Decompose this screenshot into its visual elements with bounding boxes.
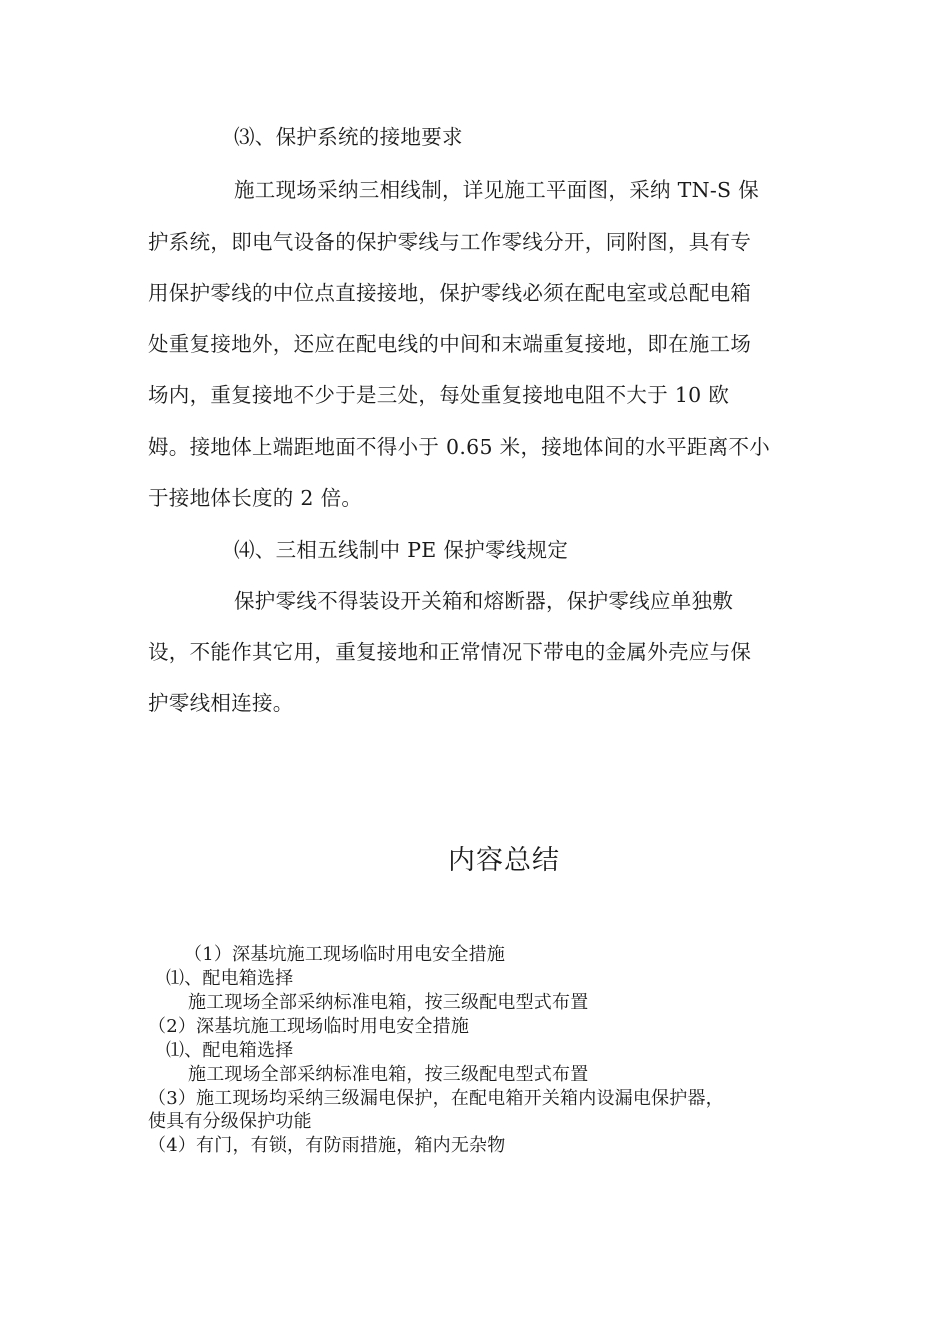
section4-line-2: 设，不能作其它用，重复接地和正常情况下带电的金属外壳应与保: [148, 640, 752, 664]
section3-line-6: 姆。接地体上端距地面不得小于 0.65 米，接地体间的水平距离不小: [148, 435, 771, 459]
section4-line-3: 护零线相连接。: [148, 691, 294, 715]
section3-line-2: 护系统，即电气设备的保护零线与工作零线分开，同附图，具有专: [148, 230, 752, 254]
section3-heading: ⑶、保护系统的接地要求: [234, 125, 463, 149]
summary-line-3: 施工现场全部采纳标准电箱，按三级配电型式布置: [188, 992, 589, 1013]
section4-heading: ⑷、三相五线制中 PE 保护零线规定: [234, 538, 569, 562]
summary-line-5: ⑴、配电箱选择: [166, 1040, 294, 1061]
section3-line-4: 处重复接地外，还应在配电线的中间和末端重复接地，即在施工场: [148, 332, 752, 356]
summary-line-6: 施工现场全部采纳标准电箱，按三级配电型式布置: [188, 1064, 589, 1085]
section3-line-3: 用保护零线的中位点直接接地，保护零线必须在配电室或总配电箱: [148, 281, 752, 305]
summary-line-4: （2）深基坑施工现场临时用电安全措施: [148, 1016, 470, 1037]
summary-line-7: （3）施工现场均采纳三级漏电保护，在配电箱开关箱内设漏电保护器，: [148, 1088, 724, 1109]
section3-line-7: 于接地体长度的 2 倍。: [148, 486, 363, 510]
summary-line-2: ⑴、配电箱选择: [166, 968, 294, 989]
section4-line-1: 保护零线不得装设开关箱和熔断器，保护零线应单独敷: [234, 589, 734, 613]
summary-line-8: 使具有分级保护功能: [148, 1111, 312, 1132]
section3-line-5: 场内，重复接地不少于是三处，每处重复接地电阻不大于 10 欧: [148, 383, 730, 407]
summary-line-1: （1）深基坑施工现场临时用电安全措施: [184, 944, 506, 965]
summary-line-9: （4）有门，有锁，有防雨措施，箱内无杂物: [148, 1135, 506, 1156]
summary-title: 内容总结: [448, 845, 560, 876]
section3-line-1: 施工现场采纳三相线制，详见施工平面图，采纳 TN-S 保: [234, 178, 760, 202]
